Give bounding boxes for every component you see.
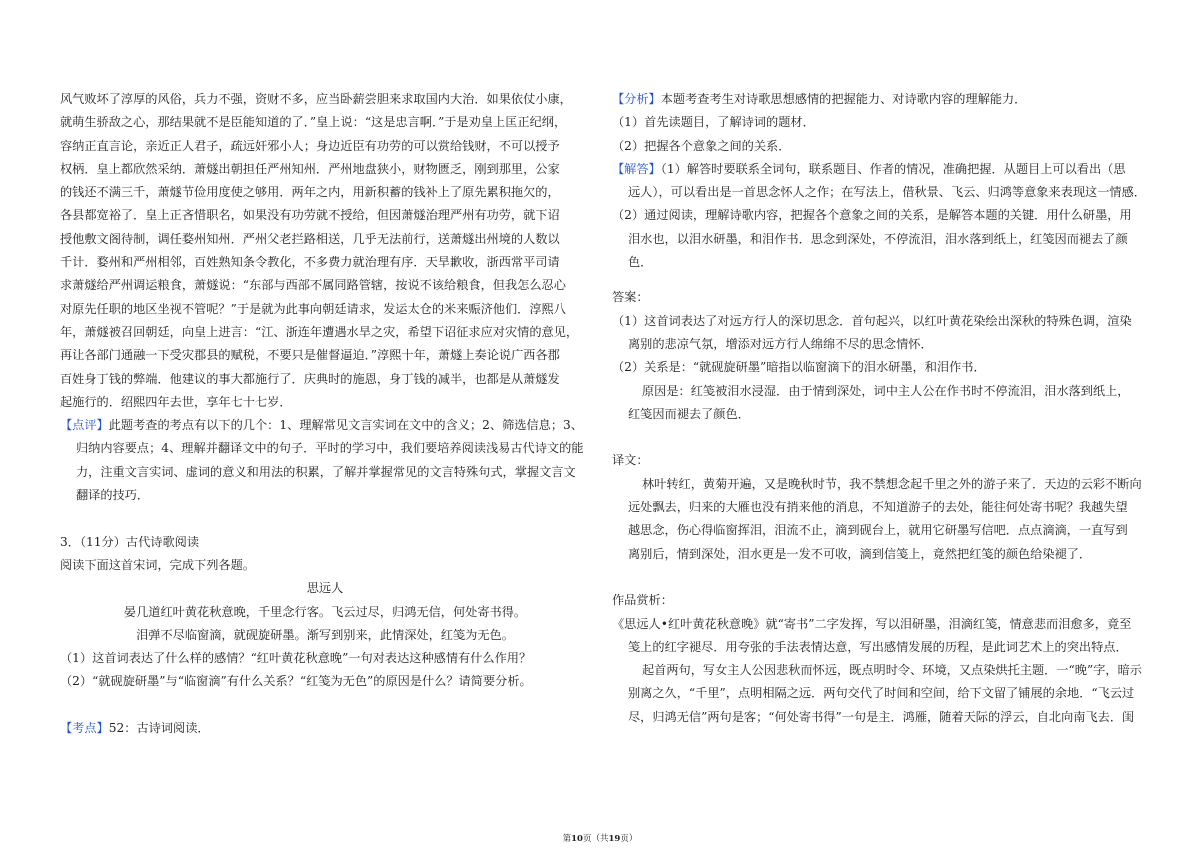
- jieda-line: [612, 158, 1152, 181]
- story-line: 求萧燧给严州调运粮食，萧燧说：“东部与西部不属同路管辖，按说不该给粮食，但我怎么忍心: [60, 278, 566, 293]
- story-line: 百姓身丁钱的弊端．他建议的事大都施行了．庆典时的施恩，身丁钱的减半，也都是从萧燧发: [60, 371, 560, 386]
- story-line: 的钱还不满三千，萧燧节俭用度使之够用．两年之内，用新积蓄的钱补上了原先累积拖欠的，: [60, 185, 560, 200]
- translation-line: 远处飘去，归来的大雁也没有捎来他的消息，不知道游子的去处，能往何处寄书呢？我越失望: [628, 500, 1128, 515]
- answer-line: 离别的悲凉气氛，增添对远方行人绵绵不尽的思念情怀．: [628, 336, 933, 351]
- fenxi-point: （2）把握各个意象之间的关系．: [612, 138, 791, 153]
- jieda-text: （1）解答时要联系全词句，联系题目、作者的情况，准确把握．从题目上可以看出（思: [660, 161, 1126, 176]
- fenxi-point: （1）首先读题目，了解诗词的题材．: [612, 115, 815, 130]
- answer-label: 答案：: [612, 290, 649, 305]
- answer-reason-line: 原因是：红笺被泪水浸湿．由于情到深处，词中主人公在作书时不停流泪，泪水落到纸上，: [642, 383, 1130, 398]
- story-line: 起施行的．绍熙四年去世，享年七十七岁．: [60, 394, 292, 409]
- jieda-line: 色．: [628, 255, 653, 270]
- story-line: 年，萧燧被召回朝廷，向皇上进言：“江、浙连年遭遇水旱之灾，希望下诏征求应对灾情的意见，: [60, 324, 579, 339]
- poem-line: 晏几道红叶黄花秋意晚，千里念行客。飞云过尽，归鸿无信，何处寄书得。: [123, 604, 527, 619]
- appreciation-line: 笺上的红字褪尽．用夸张的手法表情达意，写出感情发展的历程，是此词艺术上的突出特点．: [628, 639, 1128, 654]
- story-line: 各县都宽裕了．皇上正吝惜职名，如果没有功劳就不授给，但因萧燧治理严州有功劳，就下诏: [60, 208, 560, 223]
- appreciation-line: 起首两句，写女主人公因悲秋而怀远，既点明时令、环境，又点染烘托主题．一“晚”字，暗示: [642, 663, 1142, 678]
- story-line: 权柄．皇上都欣然采纳．萧燧出朝担任严州知州．严州地盘狭小，财物匮乏，刚到那里，公家: [60, 161, 560, 176]
- appreciation-line: 尽，归鸿无信”两句是客；“何处寄书得”一句是主．鸿雁，随着天际的浮云，自北向南飞去．闺: [628, 709, 1135, 724]
- jieda-tag: 【解答】: [612, 161, 661, 176]
- kaodian-tag: 【考点】: [60, 721, 109, 736]
- dianping-first-line: [60, 414, 590, 437]
- translation-label: 译文：: [612, 453, 649, 468]
- jieda-line: 远人），可以看出是一首思念怀人之作；在写法上，借秋景、飞云、归鸿等意象来表现这一情感．: [628, 185, 1146, 200]
- page-footer: [0, 832, 1200, 844]
- answer-line: （2）关系是：“就砚旋研墨”暗指以临窗滴下的泪水研墨，和泪作书．: [612, 360, 986, 375]
- poem-title: 思远人: [306, 581, 344, 596]
- question-heading: 3．（11分）古代诗歌阅读: [60, 534, 200, 549]
- story-line: 授他敷文阁待制，调任婺州知州．严州父老拦路相送，几乎无法前行，送萧燧出州境的人数以: [60, 231, 560, 246]
- footer-prefix: 第: [562, 834, 572, 844]
- spacer: [612, 274, 1152, 286]
- story-line: 再让各部门通融一下受灾郡县的赋税，不要只是催督逼迫．”淳熙十年，萧燧上奏论说广西各郡: [60, 348, 560, 363]
- spacer: [612, 426, 1152, 449]
- dianping-tag: 【点评】: [60, 418, 109, 433]
- spacer: [60, 694, 590, 717]
- footer-total-pages: 19: [608, 834, 621, 844]
- dianping-text: 此题考查的考点有以下的几个：1、理解常见文言实词在文中的含义；2、筛选信息；3、: [108, 418, 583, 433]
- translation-line: 越思念，伤心得临窗挥泪，泪流不止，滴到砚台上，就用它研墨写信吧．点点滴滴，一直写到: [628, 523, 1128, 538]
- appreciation-label: 作品赏析：: [612, 593, 673, 608]
- dianping-line: 归纳内容要点；4、理解并翻译文中的句子．平时的学习中，我们要培养阅读浅易古代诗文的能: [76, 441, 584, 456]
- story-line: 千计．婺州和严州相邻，百姓熟知条令教化，不多费力就治理有序．天旱歉收，浙西常平司请: [60, 255, 560, 270]
- appreciation-line: 《思远人•红叶黄花秋意晚》就“寄书”二字发挥，写以泪研墨，泪滴红笺，情意悲而泪愈多，竟至: [612, 616, 1132, 631]
- spacer: [60, 507, 590, 530]
- dianping-line: 力，注重文言实词、虚词的意义和用法的积累，了解并掌握常见的文言特殊句式，掌握文言文: [76, 464, 576, 479]
- translation-line: 离别后，情到深处，泪水更是一发不可收，滴到信笺上，竟然把红笺的颜色给染褪了．: [628, 546, 1092, 561]
- story-line: 对原先任职的地区坐视不管呢？”于是就为此事向朝廷请求，发运太仓的米来赈济他们．淳熙八: [60, 301, 566, 316]
- kaodian-text: 52：古诗词阅读．: [108, 721, 210, 736]
- story-line: 就萌生骄敌之心，那结果就不是臣能知道的了．”皇上说：“这是忠言啊．”于是劝皇上匡正纪纲，: [60, 115, 567, 130]
- story-line: 风气败坏了淳厚的风俗，兵力不强，资财不多，应当卧薪尝胆来求取国内大治．如果依仗小康，: [60, 92, 572, 106]
- answer-reason-line: 红笺因而褪去了颜色．: [628, 406, 750, 421]
- answer-line: （1）这首词表达了对远方行人的深切思念．首句起兴，以红叶黄花染绘出深秋的特殊色调，渲染: [612, 313, 1132, 328]
- fenxi-text: 本题考查考生对诗歌思想感情的把握能力、对诗歌内容的理解能力．: [660, 92, 1027, 106]
- story-line: 容纳正直言论，亲近正人君子，疏远奸邪小人；身边近臣有功劳的可以赏给钱财，不可以授予: [60, 138, 560, 153]
- fenxi-line: [612, 88, 1152, 111]
- question-instruction: 阅读下面这首宋词，完成下列各题。: [60, 557, 255, 572]
- footer-middle: 页（共: [582, 834, 609, 844]
- jieda-line: 泪水也，以泪水研墨，和泪作书．思念到深处，不停流泪，泪水落到纸上，红笺因而褪去了颜: [628, 231, 1128, 246]
- footer-page-number: 10: [571, 834, 583, 844]
- appreciation-line: 别离之久，“千里”，点明相隔之远．两句交代了时间和空间，给下文留了铺展的余地．“飞云过: [628, 686, 1135, 701]
- jieda-line: （2）通过阅读，理解诗歌内容，把握各个意象之间的关系，是解答本题的关键．用什么研墨，用: [612, 208, 1132, 223]
- sub-question: （1）这首词表达了什么样的感情？“红叶黄花秋意晚”一句对表达这种感情有什么作用？: [60, 651, 532, 666]
- footer-suffix: 页）: [620, 834, 638, 844]
- fenxi-tag: 【分析】: [612, 92, 661, 106]
- sub-question: （2）“就砚旋研墨”与“临窗滴”有什么关系？“红笺为无色”的原因是什么？请简要分析。: [60, 674, 532, 689]
- kaodian-line: [60, 717, 590, 740]
- dianping-line: 翻译的技巧．: [76, 488, 150, 503]
- poem-line: 泪弹不尽临窗滴，就砚旋研墨。渐写到别来，此情深处，红笺为无色。: [136, 627, 514, 642]
- translation-line: 林叶转红，黄菊开遍，又是晚秋时节，我不禁想念起千里之外的游子来了．天边的云彩不断向: [642, 476, 1142, 491]
- left-column: [60, 88, 590, 740]
- right-column: [612, 88, 1152, 729]
- spacer: [612, 566, 1152, 589]
